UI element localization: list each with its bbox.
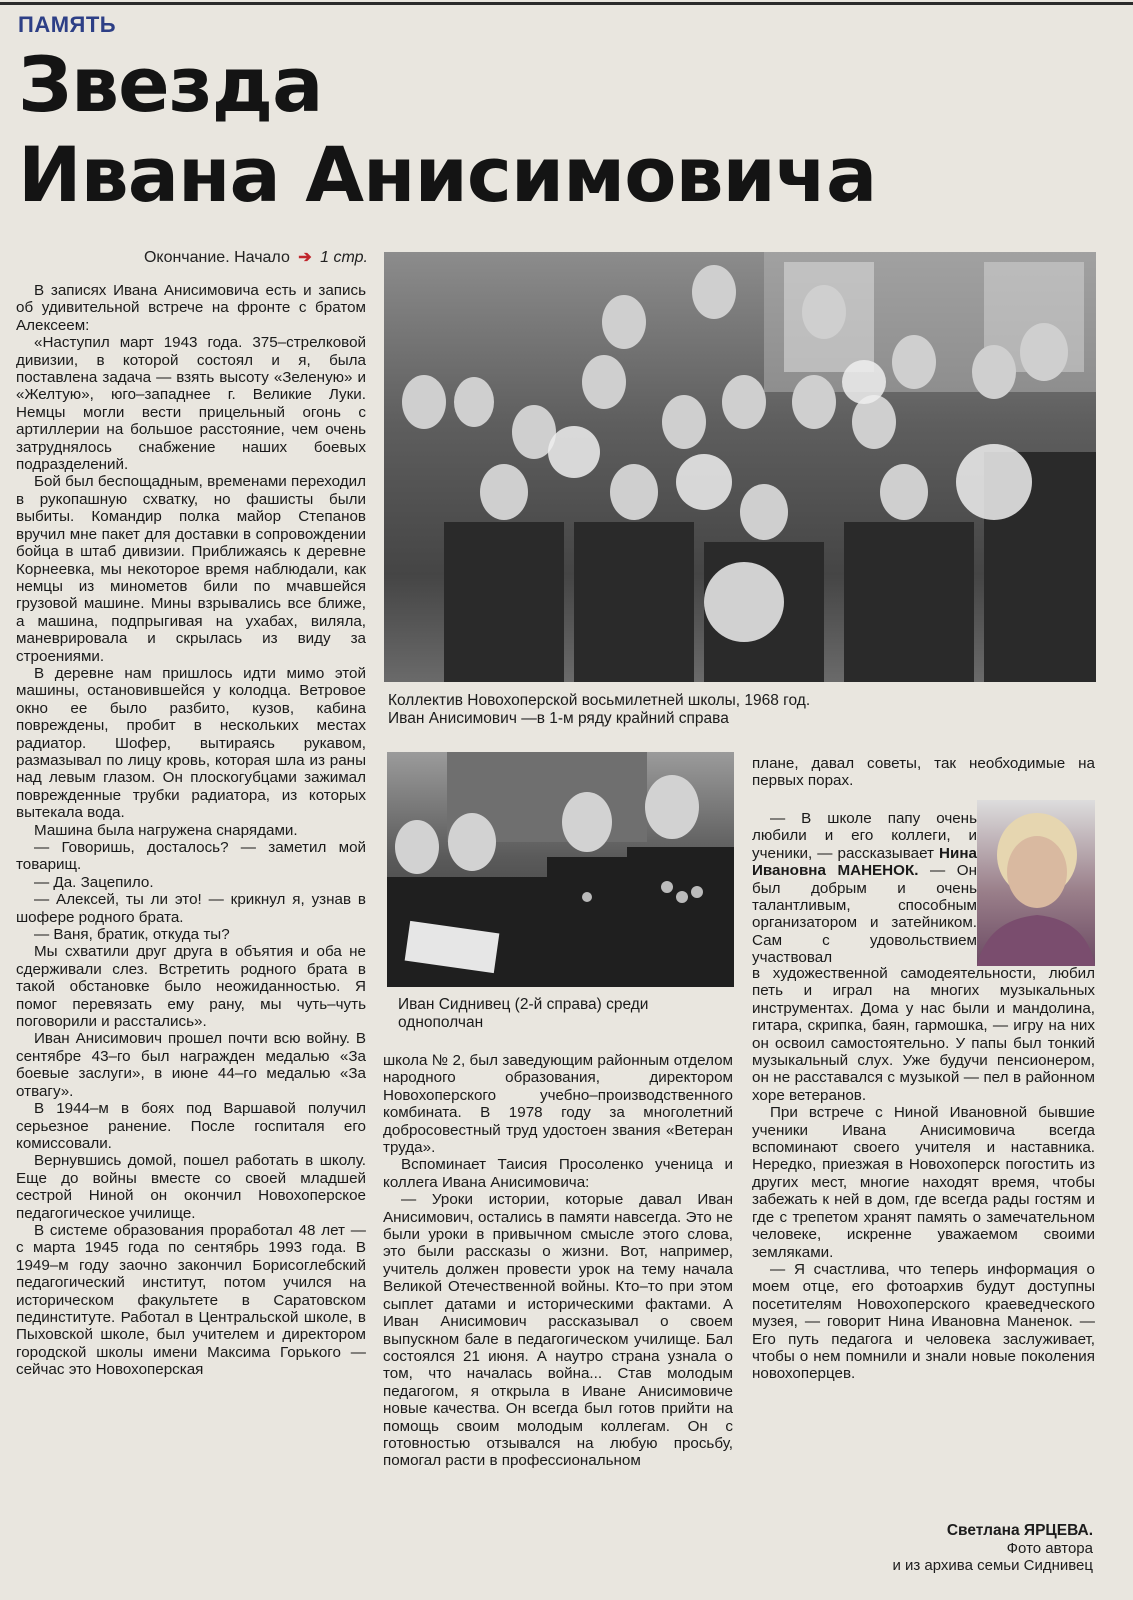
arrow-right-icon: ➔ <box>298 249 312 266</box>
section-rubric: ПАМЯТЬ <box>18 12 117 37</box>
caption-line: Коллектив Новохоперской восьмилетней школы, 1968 год. <box>388 692 811 709</box>
paragraph: плане, давал советы, так необходимые на первых порах. <box>752 755 1095 790</box>
paragraph: Вернувшись домой, пошел работать в школу. Еще до войны вместе со своей младшей сестрой Ниной он окончил Новохоперское педагогическое училище. <box>16 1152 366 1222</box>
speaker-name: Нина Ивановна МАНЕНОК. <box>752 844 977 880</box>
continuation-text: Окончание. Начало <box>143 249 290 266</box>
paragraph: При встрече с Ниной Ивановной бывшие ученики Ивана Анисимовича всегда вспоминают своего учителя и наставника. Нередко, приезжая в Новохоперск погостить из других мест, многие находят время, чтобы забежать к ней в дом, где всегда рады гостям и где с трепетом хранят память о замечательном человеке, искренне уважаемом своими земляками. <box>752 1104 1095 1261</box>
paragraph: В системе образования проработал 48 лет — с марта 1945 года по сентябрь 1993 года. В 1949–м году заочно закончил Борисоглебский педагогический институт, потом учился на историческом факультете в Саратовском пединституте. Работал в Центральской школе, в Пыховской школе, был учителем и директором городской школы имени Максима Горького — сейчас это Новохоперская <box>16 1221 366 1379</box>
article-headline <box>18 40 1098 220</box>
paragraph: — Ваня, братик, откуда ты? <box>34 926 230 944</box>
paragraph: Мы схватили друг друга в объятия и оба не сдерживали слез. Встретить родного брата в такой обстановке было неожиданностью. Я помог перевязать ему рану, мы чуть–чуть поговорили и расстались». <box>16 943 366 1031</box>
paragraph: школа № 2, был заведующим районным отделом народного образования, директором Новохоперского учебно–производственного комбината. В 1978 году за многолетний добросовестный труд удостоен звания «Ветеран труда». <box>383 1052 733 1157</box>
photo-veterans-icon <box>387 752 734 987</box>
article-column-1 <box>16 282 366 1379</box>
photo-group-icon <box>384 252 1096 682</box>
paragraph <box>752 810 977 967</box>
paragraph: Вспоминает Таисия Просоленко ученица и коллега Ивана Анисимовича: <box>383 1156 733 1191</box>
paragraph: — Говоришь, досталось? — заметил мой товарищ. <box>16 839 366 874</box>
paragraph: — Да. Зацепило. <box>34 873 154 891</box>
paragraph: — Алексей, ты ли это! — крикнул я, узнав в шофере родного брата. <box>16 891 366 926</box>
portrait-photo <box>977 800 1095 966</box>
quote-continued: — Он был добрым и очень талантливым, способным организатором и затейником. Сам с удовольствием участвовал <box>752 862 977 967</box>
photo-credit: Фото автора <box>1006 1539 1093 1557</box>
caption-line: Иван Анисимович —в 1-м ряду крайний справа <box>388 710 729 727</box>
paragraph: — Я счастлива, что теперь информация о моем отце, его фотоархив будут доступны посетителям Новохоперского краеведческого музея, — говорит Нина Ивановна Маненок. — Его путь педагога и человека заслуживает, чтобы о нем помнили и знали новые поколения новохоперцев. <box>752 1260 1095 1383</box>
paragraph: «Наступил март 1943 года. 375–стрелковой дивизии, в которой состоял и я, была поставлена задача — взять высоту «Зеленую» и «Желтую», юго–западнее г. Великие Луки. Немцы могли вести прицельный огонь с артиллерии на большое расстояние, чем очень затруднялось снабжение наших боевых подразделений. <box>16 334 366 474</box>
veterans-photo-caption <box>398 996 728 1032</box>
paragraph: Машина была нагружена снарядами. <box>34 821 298 839</box>
caption-line: однополчан <box>398 1014 484 1031</box>
school-staff-photo <box>384 252 1096 682</box>
continuation-page: 1 стр. <box>320 249 368 266</box>
top-rule <box>0 2 1133 5</box>
paragraph: Бой был беспощадным, временами переходил в рукопашную схватку, но фашисты были выбиты. Командир полка майор Степанов вручил мне пакет для доставки в сопровождении бойца в штаб дивизии. Приближаясь к деревне Корнеевка, мы некоторое время наблюдали, как немцы из минометов били по мчавшейся грузовой машине. Мины взрывались все ближе, а машина, подпрыгивая на ухабах, виляла, маневрировала и скрылась из виду за строениями. <box>16 473 366 665</box>
paragraph: В записях Ивана Анисимовича есть и запись об удивительной встрече на фронте с братом Алексеем: <box>16 282 366 334</box>
paragraph: — Уроки истории, которые давал Иван Анисимович, остались в памяти навсегда. Это не были уроки в привычном смысле этого слова, это были рассказы о жизни. Вот, например, учитель должен провести урок на тему начала Великой Отечественной войны. Кто–то при этом сыплет датами и историческими фактами. А Иван Анисимович рассказывал о своем выпускном бале в педагогическом училище. Бал состоялся 21 июня. А наутро страна узнала о том, что началась война... Став молодым педагогом, я открыла в Иване Анисимовиче новые качества. Он всегда был готов прийти на помощь своим молодым коллегам. Он с готовностью отзывался на любую просьбу, помогал расти в профессиональном <box>383 1191 733 1470</box>
school-photo-caption <box>388 692 1088 728</box>
continuation-note <box>108 247 368 267</box>
headline-line-2: Ивана Анисимовича <box>18 130 877 219</box>
portrait-woman-icon <box>977 800 1095 966</box>
article-column-2 <box>383 1052 733 1470</box>
paragraph: Иван Анисимович прошел почти всю войну. В сентябре 43–го был награжден медалью «За боевые заслуги», в июне 44–го медалью «За отвагу». <box>16 1030 366 1100</box>
article-column-3-rest <box>752 965 1095 1383</box>
archive-credit: и из архива семьи Сиднивец <box>892 1557 1093 1574</box>
quote-intro: — В школе папу очень любили и его коллеги, и ученики, — рассказывает <box>752 810 977 862</box>
headline-line-1: Звезда <box>18 40 323 129</box>
veterans-photo <box>387 752 734 987</box>
author-signature <box>892 1522 1093 1575</box>
caption-line: Иван Сиднивец (2-й справа) среди <box>398 996 649 1013</box>
paragraph: В 1944–м в боях под Варшавой получил серьезное ранение. После госпиталя его комиссовали. <box>16 1100 366 1152</box>
author-name: Светлана ЯРЦЕВА. <box>946 1522 1093 1539</box>
article-column-3-top <box>752 755 1095 790</box>
article-column-3-wrap <box>752 810 977 967</box>
paragraph: В деревне нам пришлось идти мимо этой машины, остановившейся у колодца. Ветровое окно ее было разбито, кузов, кабина повреждены, пробит в нескольких местах радиатор. Шофер, вытираясь рукавом, размазывал по лицу кровь, которая шла из раны над левым глазом. Он плоскогубцами зажимал поврежденные трубки радиатора, из которых вытекала вода. <box>16 664 366 822</box>
paragraph: в художественной самодеятельности, любил петь и играл на многих музыкальных инструментах. Дома у нас были и мандолина, гитара, скрипка, баян, гармошка, — игру на них он освоил самостоятельно. У папы был тонкий музыкальный слух. Уже будучи пенсионером, он не расставался с музыкой — пел в районном хоре ветеранов. <box>752 965 1095 1104</box>
